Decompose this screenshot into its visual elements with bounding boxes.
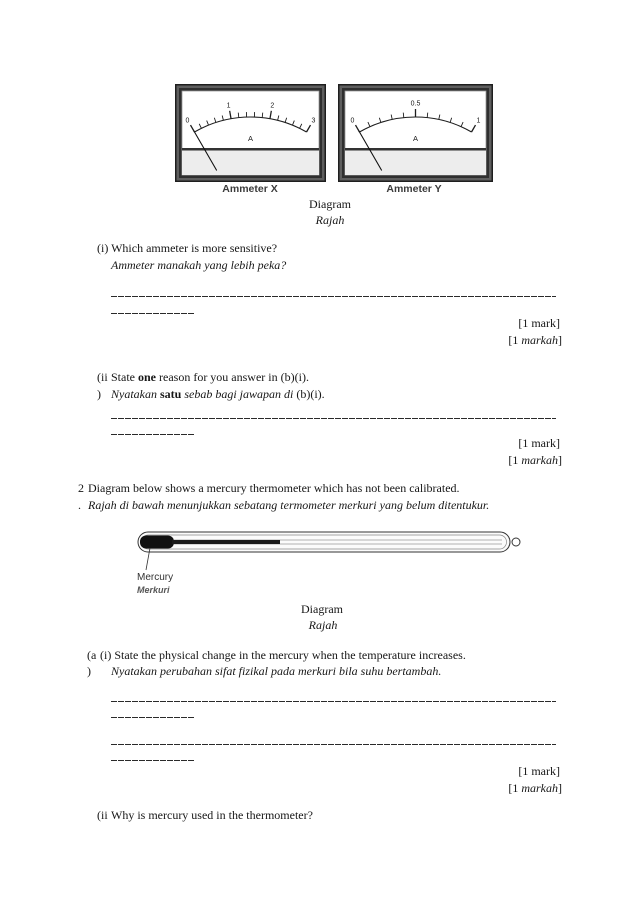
ammeter-y-label: Ammeter Y: [386, 183, 442, 195]
text-bold: satu: [160, 387, 182, 401]
answer-line: [111, 434, 195, 435]
mark-close: ]: [558, 333, 562, 347]
minor-tick: [262, 113, 263, 118]
mercury-label-ms: Merkuri: [137, 585, 170, 595]
q2-number-top: 2: [78, 481, 84, 495]
scale-label: 0: [185, 117, 190, 125]
mark-word: markah: [521, 453, 558, 467]
text-bold: one: [138, 370, 156, 384]
q2-a-i-mark-en: [1 mark]: [518, 764, 560, 778]
meter-window-edge: [182, 148, 319, 151]
figure1-caption-ms: Rajah: [315, 213, 345, 227]
answer-line: [111, 760, 195, 761]
q2-a-i-text-en: (i) State the physical change in the mercury when the temperature increases.: [100, 648, 466, 662]
q2-a-i-text-ms: Nyatakan perubahan sifat fizikal pada merkuri bila suhu bertambah.: [111, 664, 442, 678]
minor-tick: [427, 113, 428, 118]
q1-ii-number-top: (ii: [97, 370, 108, 384]
meter-window-edge: [345, 148, 486, 151]
q1-ii-text-en: [111, 370, 309, 384]
ammeter-x-label: Ammeter X: [222, 183, 278, 195]
answer-line: [111, 701, 556, 702]
thermometer-diagram: [134, 526, 524, 576]
q2-a-ii-text-en: Why is mercury used in the thermometer?: [111, 808, 313, 822]
q1-i-mark-en: [1 mark]: [518, 316, 560, 330]
text-pre: Nyatakan: [111, 387, 160, 401]
mark-close: ]: [558, 453, 562, 467]
text-post: reason for you answer in (b)(i).: [156, 370, 309, 384]
text-mid: sebab bagi jawapan di: [181, 387, 297, 401]
q1-ii-mark-en: [1 mark]: [518, 436, 560, 450]
text-post: (b)(i).: [296, 387, 325, 401]
q1-ii-text-ms: [111, 387, 325, 401]
q2-a-part-bottom: ): [87, 664, 91, 678]
mark-open: [1: [508, 333, 522, 347]
unit-label: A: [247, 134, 254, 143]
unit-label: A: [412, 134, 419, 143]
mark-close: ]: [558, 781, 562, 795]
q1-i-mark-ms: [508, 333, 562, 347]
scale-label: 0: [350, 117, 355, 125]
q2-a-part-top: (a: [87, 648, 97, 662]
answer-line: [111, 418, 556, 419]
figure2-caption-en: Diagram: [301, 602, 343, 616]
mercury-label-en: Mercury: [137, 572, 174, 583]
scale-label: 1: [226, 102, 231, 110]
q2-stem-en: Diagram below shows a mercury thermometer which has not been calibrated.: [88, 481, 460, 495]
figure1-caption-en: Diagram: [309, 197, 351, 211]
mark-word: markah: [521, 333, 558, 347]
mark-word: markah: [521, 781, 558, 795]
ammeter-x-dial: [175, 84, 326, 182]
minor-tick: [403, 113, 404, 118]
q1-i-text-ms: Ammeter manakah yang lebih peka?: [111, 258, 287, 272]
figure2-caption-ms: Rajah: [308, 618, 338, 632]
scale-label: 3: [311, 117, 316, 125]
meter-lower-panel: [182, 151, 319, 176]
mercury-bulb: [140, 536, 174, 549]
text-pre: State: [111, 370, 138, 384]
scale-label: 2: [270, 102, 275, 110]
scale-label: 1: [476, 117, 481, 125]
answer-line: [111, 744, 556, 745]
q2-a-i-mark-ms: [508, 781, 562, 795]
ammeter-y-dial: [338, 84, 493, 182]
q2-a-ii-number: (ii: [97, 808, 108, 822]
answer-line: [111, 313, 195, 314]
q1-i-text-en: (i) Which ammeter is more sensitive?: [97, 241, 278, 255]
minor-tick: [238, 113, 239, 118]
scale-label: 0.5: [410, 100, 421, 108]
q2-stem-ms: Rajah di bawah menunjukkan sebatang termometer merkuri yang belum ditentukur.: [88, 498, 490, 512]
q2-number-bottom: .: [78, 498, 81, 512]
mercury-thread: [172, 540, 280, 544]
meter-lower-panel: [345, 151, 486, 176]
thermometer-end-loop: [512, 538, 520, 546]
q1-ii-number-bottom: ): [97, 387, 101, 401]
answer-line: [111, 717, 195, 718]
mark-open: [1: [508, 453, 522, 467]
mark-open: [1: [508, 781, 522, 795]
answer-line: [111, 296, 556, 297]
q1-ii-mark-ms: [508, 453, 562, 467]
